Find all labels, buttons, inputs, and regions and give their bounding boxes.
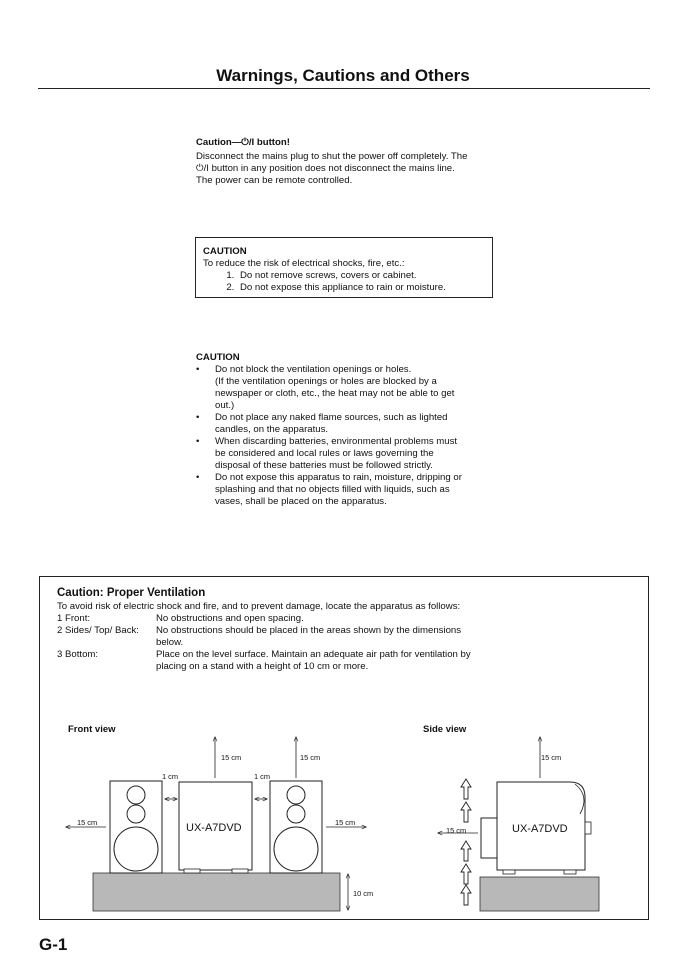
front-view-label: Front view	[68, 724, 116, 735]
dim-top-right: 15 cm	[300, 753, 321, 762]
caution-bullet-line: • Do not expose this apparatus to rain, moisture, dripping or	[215, 472, 462, 483]
ventilation-row-value: below.	[156, 637, 184, 648]
caution-bullet-line: (If the ventilation openings or holes are blocked by a	[215, 376, 437, 387]
airflow-up-icon	[461, 864, 471, 884]
caution-bullet-line: • When discarding batteries, environmental problems must	[215, 436, 458, 447]
caution-box-item: 2. Do not expose this appliance to rain or moisture.	[237, 282, 485, 294]
caution-box-intro: To reduce the risk of electrical shocks, fire, etc.:	[203, 258, 405, 269]
ventilation-intro: To avoid risk of electric shock and fire, and to prevent damage, locate the apparatus as follows:	[57, 601, 461, 612]
ventilation-row-key: 1 Front:	[57, 613, 91, 624]
page-number: G-1	[39, 935, 68, 954]
right-speaker	[270, 781, 322, 873]
dim-bottom: 10 cm	[353, 889, 374, 898]
ventilation-row-value: No obstructions should be placed in the areas shown by the dimensions	[156, 625, 462, 636]
side-view-label: Side view	[423, 724, 467, 735]
dim-side-top: 15 cm	[541, 753, 562, 762]
left-speaker	[110, 781, 162, 873]
dim-gap-right: 1 cm	[254, 772, 271, 781]
dim-side-left: 15 cm	[77, 818, 98, 827]
ventilation-row-key: 3 Bottom:	[57, 649, 99, 660]
caution-bullet-line: candles, on the apparatus.	[215, 424, 329, 435]
dim-top-left: 15 cm	[221, 753, 242, 762]
dim-gap-left: 1 cm	[162, 772, 179, 781]
front-model-label: UX-A7DVD	[186, 822, 242, 834]
ventilation-row-key: 2 Sides/ Top/ Back:	[57, 625, 139, 636]
caution-bullet-line: be considered and local rules or laws governing the	[215, 448, 434, 459]
airflow-up-icon	[461, 885, 471, 905]
caution-bullet-line: • Do not block the ventilation openings or holes.	[215, 364, 412, 375]
caution-bullet-line: • Do not place any naked flame sources, such as lighted	[215, 412, 448, 423]
ventilation-row-value: No obstructions and open spacing.	[156, 613, 304, 624]
caution-bullet-line: newspaper or cloth, etc., the heat may not be able to get	[215, 388, 455, 399]
caution-bullet-line: vases, shall be placed on the apparatus.	[215, 496, 387, 507]
caution-power-line: The power can be remote controlled.	[196, 175, 353, 186]
dim-side-right: 15 cm	[335, 818, 356, 827]
dim-side-back: 15 cm	[446, 826, 467, 835]
side-stand	[480, 877, 599, 911]
caution-list-title: CAUTION	[196, 352, 240, 363]
caution-bullet-line: splashing and that no objects filled with liquids, such as	[215, 484, 450, 495]
caution-box-title: CAUTION	[203, 246, 247, 257]
caution-bullet-line: out.)	[215, 400, 235, 411]
airflow-up-icon	[461, 802, 471, 822]
page-title: Warnings, Cautions and Others	[216, 66, 470, 85]
ventilation-title: Caution: Proper Ventilation	[57, 587, 206, 599]
ventilation-row-value: Place on the level surface. Maintain an adequate air path for ventilation by	[156, 649, 471, 660]
side-model-label: UX-A7DVD	[512, 823, 568, 835]
caution-box-item: 1. Do not remove screws, covers or cabinet.	[237, 270, 485, 282]
front-stand	[93, 873, 340, 911]
airflow-arrows	[461, 779, 471, 905]
airflow-up-icon	[461, 779, 471, 799]
caution-bullet-line: disposal of these batteries must be followed strictly.	[215, 460, 433, 471]
airflow-up-icon	[461, 841, 471, 861]
caution-power-title: Caution—⏻/I button!	[196, 137, 290, 148]
caution-power-line: ⏻/I button in any position does not disconnect the mains line.	[196, 163, 455, 174]
caution-power-line: Disconnect the mains plug to shut the power off completely. The	[196, 151, 468, 162]
ventilation-row-value: placing on a stand with a height of 10 cm or more.	[156, 661, 369, 672]
